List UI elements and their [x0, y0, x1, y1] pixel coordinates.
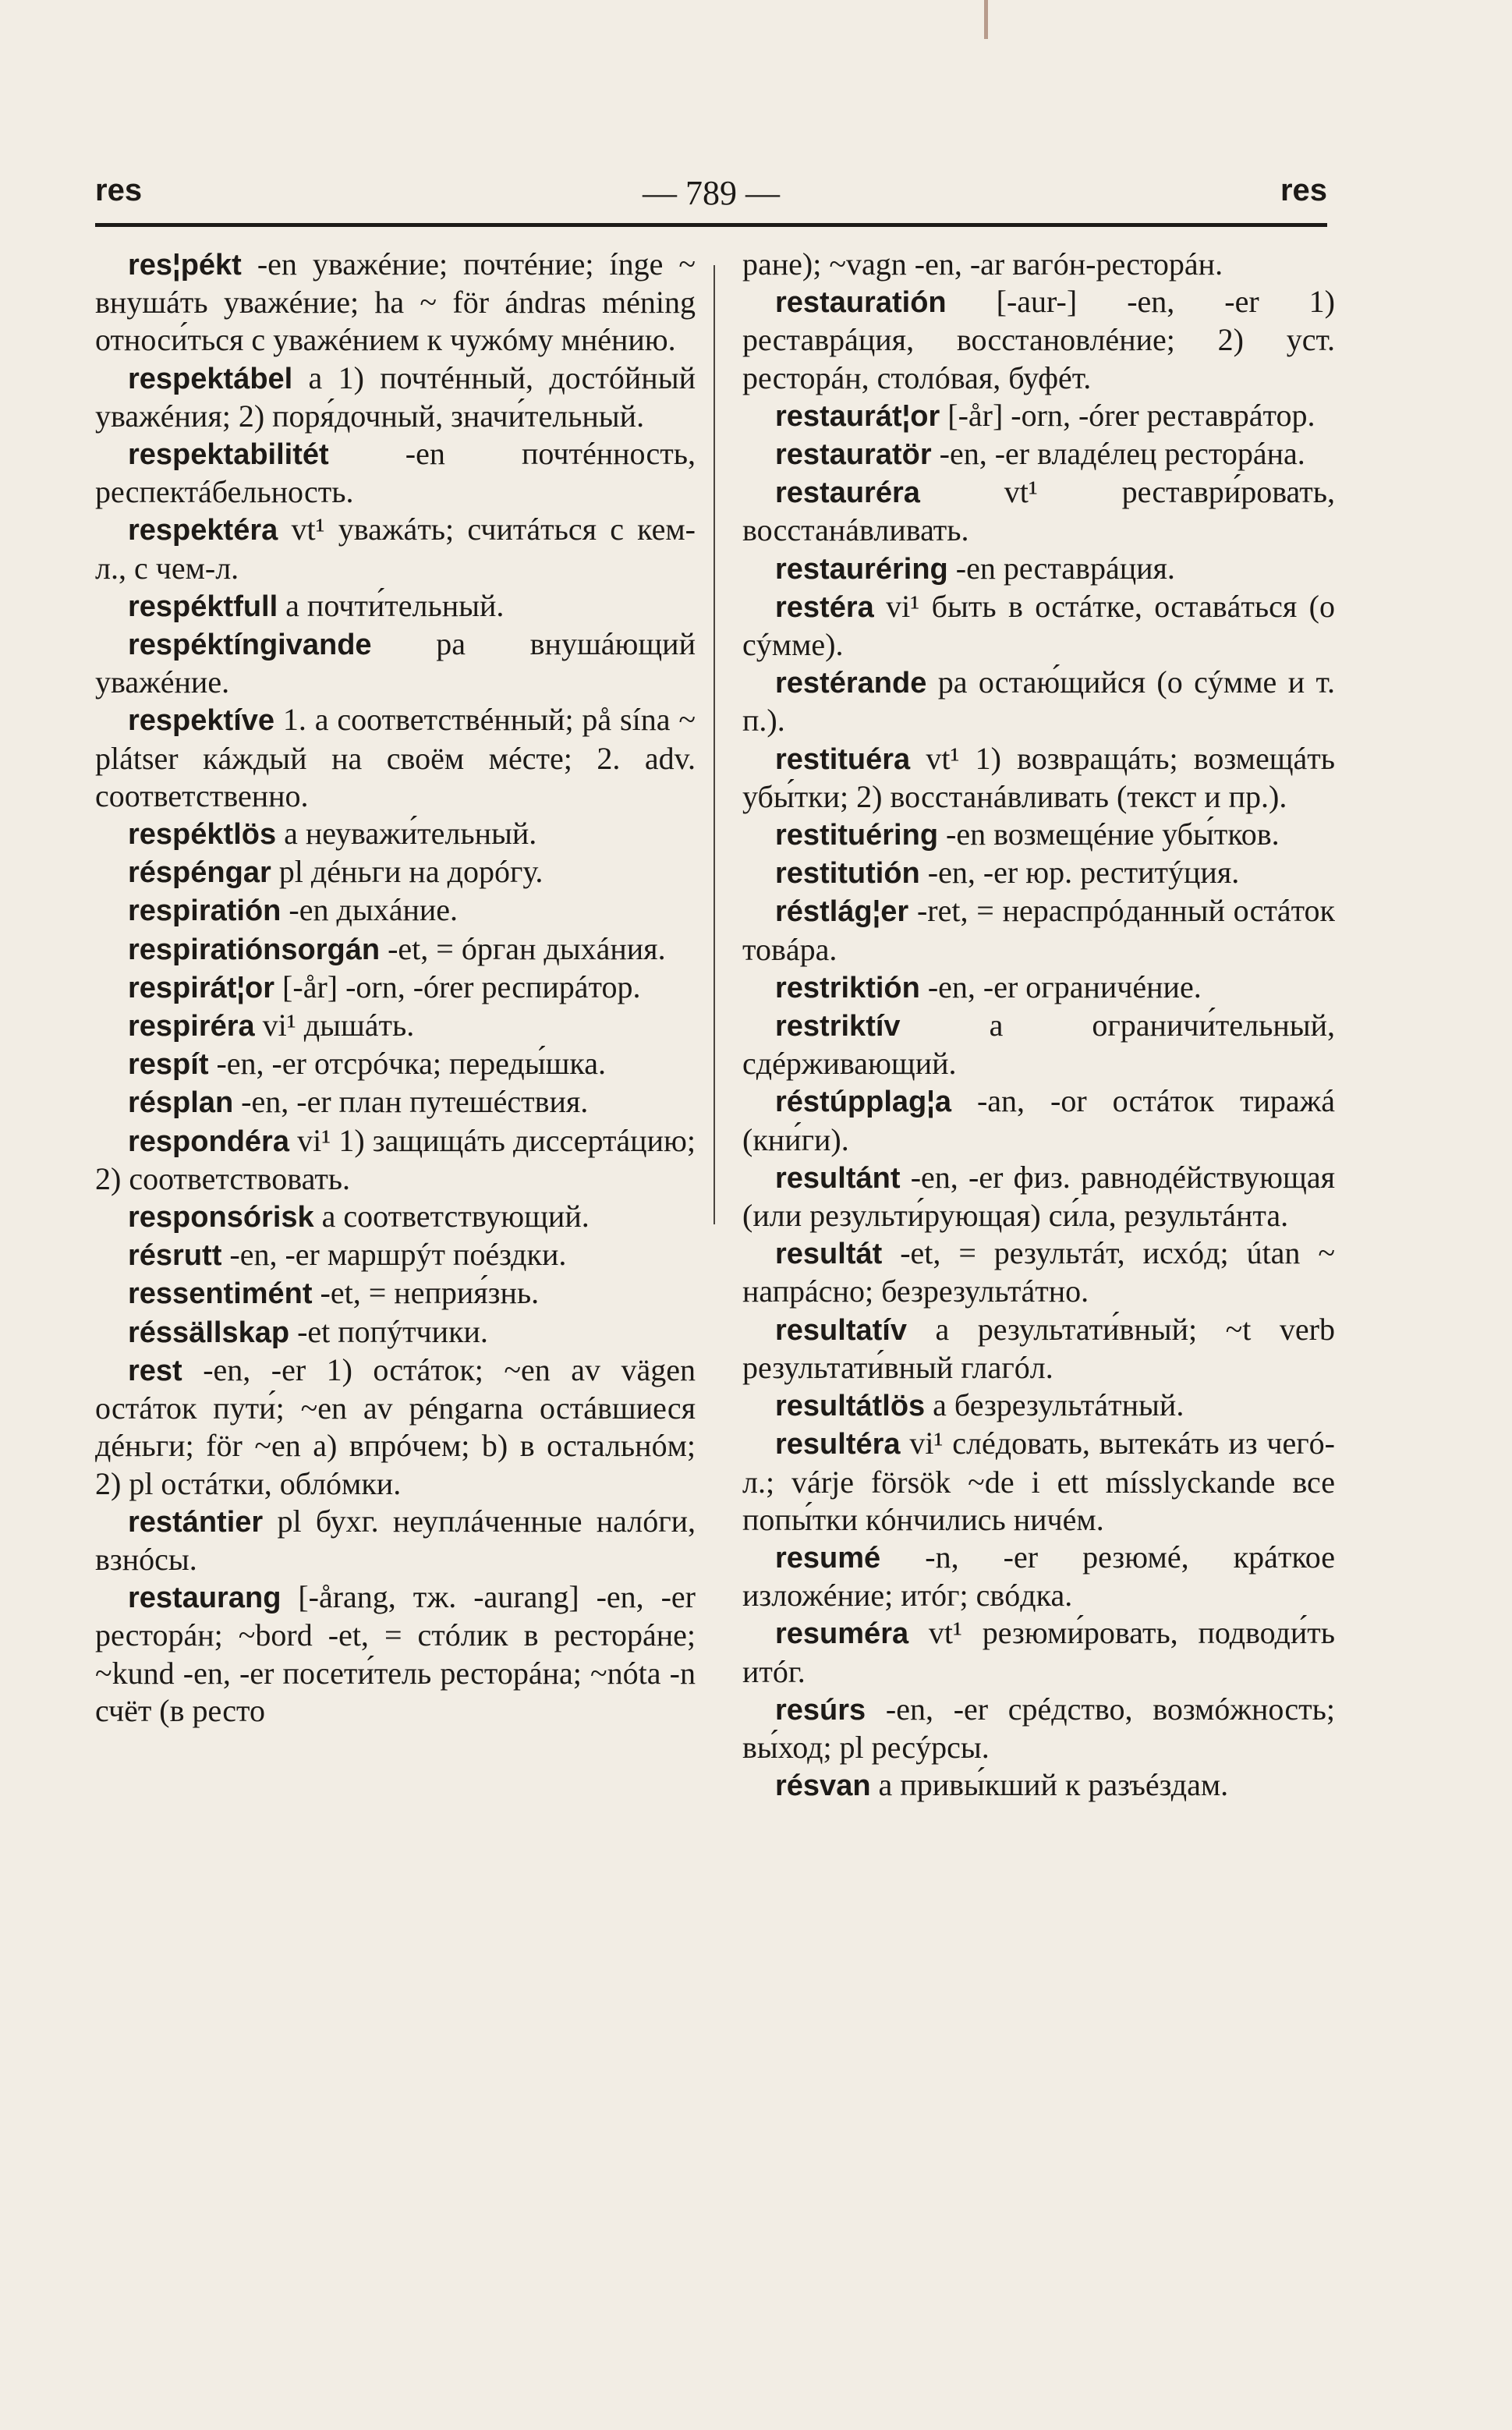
dictionary-entry: [95, 1313, 696, 1351]
right-column: [742, 246, 1335, 1805]
header-right-guide-word: res: [1280, 173, 1327, 207]
entry-headword: res¦pékt: [128, 249, 242, 282]
entry-definition: -en, -er маршрýт поéздки.: [221, 1237, 567, 1273]
entry-definition: ране); ~vagn -en, -ar вагóн-ресторáн.: [742, 246, 1223, 282]
dictionary-entry: [742, 740, 1335, 816]
entry-definition: a 1) почтéнный, достóйный уважéния; 2) поря́дочный, значи́тельный.: [95, 360, 696, 434]
entry-definition: -en возмещéние убы́тков.: [938, 816, 1280, 852]
entry-headword: réssällskap: [128, 1316, 290, 1349]
entry-definition: -et, = óрган дыхáния.: [380, 930, 666, 966]
dictionary-entry: [95, 853, 696, 891]
entry-headword: resultátlös: [775, 1390, 926, 1423]
entry-headword: résrutt: [128, 1239, 222, 1273]
entry-headword: resultánt: [775, 1161, 901, 1195]
entry-headword: respéktlös: [128, 818, 277, 852]
entry-headword: respiratión: [128, 894, 282, 928]
dictionary-entry: [742, 283, 1335, 397]
binding-mark: [984, 0, 988, 39]
entry-headword: résvan: [775, 1769, 871, 1803]
entry-headword: réspéngar: [128, 856, 271, 890]
dictionary-entry: [742, 435, 1335, 473]
dictionary-entry: [742, 854, 1335, 892]
entry-headword: respektéra: [128, 514, 278, 547]
entry-definition: a результати́вный; ~t verb результати́вный глагóл.: [742, 1311, 1335, 1385]
entry-definition: -en, -er физ. равнодéйствующая (или результи́рующая) си́ла, результáнта.: [742, 1159, 1335, 1234]
entry-definition: -en дыхáние.: [281, 892, 459, 928]
entry-headword: respektábel: [128, 362, 293, 395]
dictionary-entry: [95, 1045, 696, 1083]
dictionary-entry: [95, 701, 696, 815]
entry-definition: pa остаю́щийся (о сýмме и т. п.).: [742, 664, 1335, 739]
entry-definition: -ret, = нераспрóданный остáток товáра.: [742, 893, 1335, 967]
entry-headword: réstlág¦er: [775, 895, 909, 929]
entry-headword: resumé: [775, 1541, 881, 1575]
entry-definition: -en, -er срéдство, возмóжность; вы́ход; pl ресýрсы.: [742, 1691, 1335, 1765]
entry-definition: a привы́кший к разъéздам.: [870, 1767, 1229, 1803]
entry-definition: pa внушáющий уважéние.: [95, 626, 696, 700]
entry-headword: respéktíngivande: [128, 629, 372, 662]
entry-definition: -en, -er отсрóчка; переды́шка.: [208, 1046, 606, 1082]
entry-headword: respít: [128, 1048, 209, 1082]
entry-headword: ressentimént: [128, 1277, 313, 1311]
entry-definition: pl бухг. неуплáченные налóги, взнóсы.: [95, 1503, 696, 1577]
dictionary-entry: [742, 550, 1335, 588]
entry-definition: -et попýтчики.: [289, 1313, 488, 1349]
dictionary-entry: [742, 664, 1335, 739]
dictionary-entry: [95, 246, 696, 360]
entry-headword: restauratión: [775, 286, 947, 320]
entry-definition: a безрезультáтный.: [925, 1387, 1184, 1423]
entry-definition: -en почтéнность, респектáбельность.: [95, 436, 696, 510]
entry-headword: respiratiónsorgán: [128, 933, 381, 966]
entry-definition: 1. a соответствéнный; på sína ~ plátser кáждый на своём мéсте; 2. adv. соответственно.: [95, 702, 696, 813]
entry-headword: respirát¦or: [128, 971, 275, 1004]
entry-headword: restántier: [128, 1505, 264, 1539]
entry-definition: vt¹ уважáть; считáться с кем-л., с чем-л.: [95, 512, 696, 586]
column-divider: [714, 265, 715, 1224]
entry-headword: réstúpplag¦a: [775, 1086, 952, 1119]
dictionary-entry: [95, 1122, 696, 1198]
dictionary-entry: [742, 1311, 1335, 1387]
entry-definition: a неуважи́тельный.: [276, 816, 537, 852]
entry-headword: resultatív: [775, 1313, 907, 1347]
entry-headword: resultéra: [775, 1428, 901, 1461]
entry-definition: vt¹ 1) возвращáть; возмещáть убы́тки; 2) восстанáвливать (текст и пр.).: [742, 740, 1335, 814]
dictionary-entry: [742, 473, 1335, 549]
entry-headword: restitutión: [775, 857, 920, 891]
entry-definition: -et, = результáт, исхóд; útan ~ напрáсно; безрезультáтно.: [742, 1235, 1335, 1309]
dictionary-entry: [95, 969, 696, 1007]
entry-headword: restaurang: [128, 1582, 282, 1615]
entry-definition: -en, -er план путешéствия.: [233, 1084, 589, 1120]
entry-definition: [-årang, тж. -aurang] -en, -er ресторáн; ~bord -et, = стóлик в ресторáне; ~kund -en, -er посети́тель ресторáна; ~nóta -n счёт (в ресто: [95, 1579, 696, 1728]
entry-headword: respiréra: [128, 1010, 255, 1043]
entry-headword: respektíve: [128, 704, 275, 738]
dictionary-entry: [742, 1691, 1335, 1766]
entry-definition: a почти́тельный.: [278, 587, 505, 623]
entry-headword: respektabilitét: [128, 438, 329, 472]
dictionary-entry: [95, 435, 696, 511]
dictionary-entry: [742, 1766, 1335, 1805]
dictionary-entry: [742, 1539, 1335, 1614]
dictionary-entry: [95, 891, 696, 930]
page-header: [95, 173, 1327, 220]
dictionary-entry: [95, 625, 696, 701]
entry-definition: a ограничи́тельный, сдéрживающий.: [742, 1008, 1335, 1082]
dictionary-entry: [742, 397, 1335, 435]
dictionary-entry: [742, 1007, 1335, 1082]
entry-headword: résplan: [128, 1086, 234, 1120]
entry-definition: -en реставрáция.: [947, 550, 1175, 586]
entry-definition: -en, -er 1) остáток; ~en av vägen остáток пути́; ~en av péngarna остáвшиеся дéньги; för ~en a) впрóчем; b) в остальнóм; 2) pl остáтки, облóмки.: [95, 1351, 696, 1501]
dictionary-entry: [742, 1159, 1335, 1234]
entry-definition: vi¹ 1) защищáть диссертáцию; 2) соответствовать.: [95, 1122, 696, 1196]
dictionary-entry: [95, 1236, 696, 1274]
entry-headword: rest: [128, 1354, 182, 1387]
entry-headword: responsórisk: [128, 1201, 314, 1234]
entry-headword: restauréring: [775, 552, 948, 586]
entry-headword: restauratör: [775, 438, 932, 472]
dictionary-entry: [95, 930, 696, 969]
dictionary-entry: [95, 511, 696, 586]
dictionary-entry: [95, 1007, 696, 1045]
entry-definition: vi¹ слéдовать, вытекáть из чегó-л.; várje försök ~de i ett mísslyckande все попы́тки кóнчились ничéм.: [742, 1426, 1335, 1537]
entry-definition: vt¹ реставри́ровать, восстанáвливать.: [742, 474, 1335, 548]
entry-definition: pl дéньги на дорóгу.: [271, 854, 544, 890]
dictionary-entry: [95, 1351, 696, 1503]
entry-headword: respondéra: [128, 1125, 289, 1158]
page-number: — 789 —: [643, 174, 780, 212]
entry-definition: -et, = неприя́знь.: [312, 1275, 540, 1311]
dictionary-entry: [742, 1387, 1335, 1425]
entry-headword: restriktión: [775, 971, 920, 1004]
entry-definition: vt¹ резюми́ровать, подводи́ть итóг.: [742, 1615, 1335, 1689]
dictionary-entry: [95, 815, 696, 853]
dictionary-entry: [95, 1578, 696, 1730]
entry-definition: vi¹ быть в остáтке, оставáться (о сýмме).: [742, 588, 1335, 663]
entry-definition: -en, -er юр. реститýция.: [919, 855, 1240, 891]
entry-headword: restituéra: [775, 742, 911, 776]
dictionary-entry: [95, 1083, 696, 1121]
entry-definition: -en, -er ограничéние.: [919, 969, 1202, 1004]
entry-definition: [-aur-] -en, -er 1) реставрáция, восстановлéние; 2) уст. ресторáн, столóвая, буфéт.: [742, 284, 1335, 395]
dictionary-entry: [742, 588, 1335, 664]
entry-headword: restéra: [775, 590, 874, 624]
dictionary-entry: [95, 1198, 696, 1236]
dictionary-entry: [95, 1503, 696, 1578]
entry-definition: -en, -er владéлец ресторáна.: [931, 436, 1305, 472]
entry-headword: resuméra: [775, 1617, 909, 1651]
dictionary-entry: [742, 816, 1335, 854]
dictionary-entry: [742, 1082, 1335, 1158]
entry-definition: a соответствующий.: [313, 1199, 590, 1234]
dictionary-entry: [742, 1614, 1335, 1690]
entry-definition: -n, -er резюмé, крáткое изложéние; итóг; свóдка.: [742, 1539, 1335, 1614]
entry-headword: restauréra: [775, 476, 920, 510]
entry-headword: restriktív: [775, 1010, 901, 1043]
dictionary-entry: [95, 1274, 696, 1312]
header-left-guide-word: res: [95, 173, 143, 207]
entry-headword: restérande: [775, 667, 927, 700]
entry-definition: [-år] -orn, -órer респирáтор.: [274, 969, 641, 1004]
entry-headword: resúrs: [775, 1693, 866, 1727]
entry-headword: restaurát¦or: [775, 399, 940, 433]
dictionary-entry: [742, 1425, 1335, 1539]
dictionary-entry: [95, 587, 696, 625]
entry-headword: respéktfull: [128, 590, 278, 623]
entry-definition: -an, -or остáток тиражá (кни́ги).: [742, 1083, 1335, 1157]
entry-headword: resultát: [775, 1238, 883, 1271]
dictionary-entry: [742, 892, 1335, 968]
entry-headword: restituéring: [775, 819, 939, 852]
left-column: [95, 246, 696, 1730]
header-rule: [95, 223, 1327, 227]
dictionary-entry: [742, 1234, 1335, 1310]
entry-definition: -en уважéние; почтéние; ínge ~ внушáть уважéние; ha ~ för ándras méning относи́ться с уважéнием к чужóму мнéнию.: [95, 246, 696, 358]
entry-definition: [-år] -orn, -órer реставрáтор.: [940, 397, 1315, 433]
dictionary-entry: [95, 360, 696, 435]
dictionary-entry: [742, 246, 1335, 283]
entry-definition: vi¹ дышáть.: [254, 1008, 415, 1043]
dictionary-entry: [742, 969, 1335, 1007]
